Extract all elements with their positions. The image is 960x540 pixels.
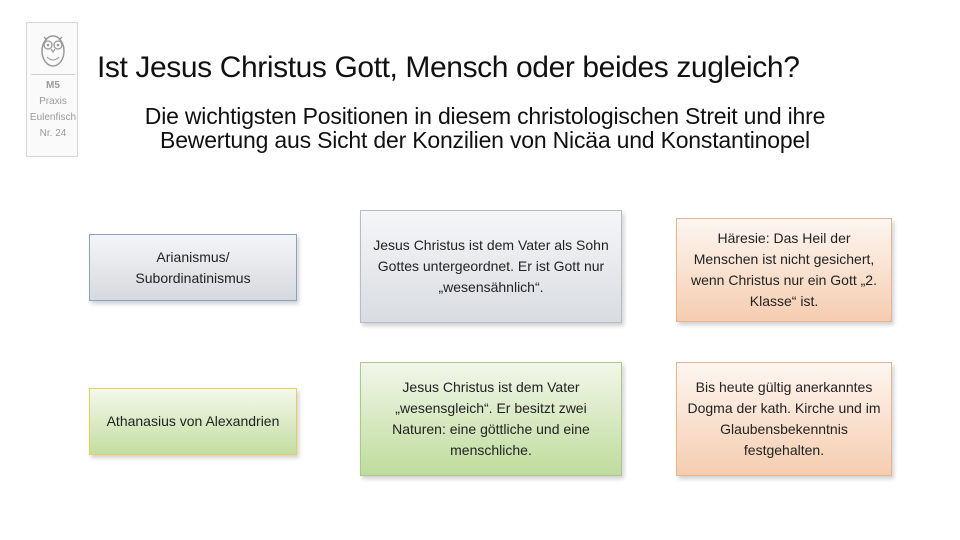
logo-text-1: M5 [46, 80, 60, 91]
position-box-arianismus [89, 234, 297, 301]
page-title: Ist Jesus Christus Gott, Mensch oder beides zugleich? [97, 51, 800, 84]
position-label: Athanasius von Alexandrien [106, 413, 280, 429]
position-label: Arianismus/ Subordinatinismus [135, 248, 251, 286]
logo-divider [31, 74, 75, 75]
logo-text-3: Eulenfisch [29, 112, 77, 123]
description-text: Jesus Christus ist dem Vater „wesensgleich“. Er besitzt zwei Naturen: eine göttliche und eine menschliche. [392, 379, 590, 458]
evaluation-text: Bis heute gültig anerkanntes Dogma der kath. Kirche und im Glaubensbekenntnis festgehalten. [687, 379, 881, 458]
description-text: Jesus Christus ist dem Vater als Sohn Gottes untergeordnet. Er ist Gott nur „wesensähnlich“. [373, 237, 609, 295]
evaluation-box-athanasius [676, 362, 892, 476]
description-box-arianismus [360, 210, 622, 323]
evaluation-text: Häresie: Das Heil der Menschen ist nicht gesichert, wenn Christus nur ein Gott „2. Klasse“ ist. [691, 230, 877, 309]
owl-icon [37, 29, 69, 69]
description-box-athanasius [360, 362, 622, 476]
position-box-athanasius [89, 388, 297, 455]
evaluation-box-arianismus [676, 218, 892, 322]
page-subtitle: Die wichtigsten Positionen in diesem christologischen Streit und ihre Bewertung aus Sicht der Konzilien von Nicäa und Konstantinopel [144, 103, 826, 153]
logo-panel [26, 22, 78, 157]
logo-text-2: Praxis [39, 96, 67, 107]
logo-text-4: Nr. 24 [39, 128, 67, 139]
